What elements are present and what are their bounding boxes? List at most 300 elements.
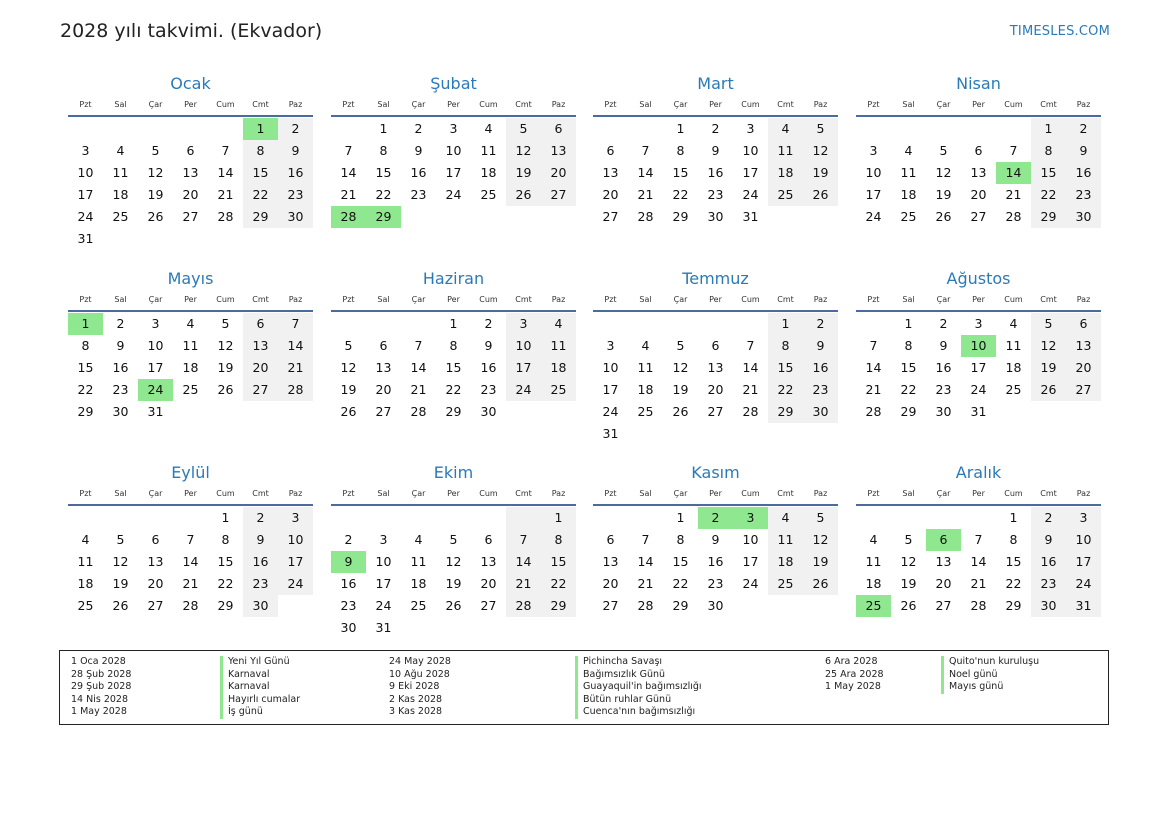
day-cell: 9 <box>939 338 948 353</box>
empty-day-cell <box>593 118 628 140</box>
empty-day-cell <box>173 507 208 529</box>
day-cell: 15 <box>672 165 689 180</box>
day-cell: 7 <box>186 532 195 547</box>
day-cell: 12 <box>935 165 952 180</box>
day-cell: 22 <box>768 379 803 401</box>
day-cell: 28 <box>278 379 313 401</box>
day-cell: 28 <box>506 595 541 617</box>
day-cell: 8 <box>541 529 576 551</box>
site-link[interactable]: TIMESLES.COM <box>1009 24 1110 39</box>
day-cell: 8 <box>768 335 803 357</box>
day-cell: 11 <box>768 140 803 162</box>
day-cell: 23 <box>340 598 357 613</box>
empty-day-cell <box>401 206 436 228</box>
day-cell: 2 <box>1031 507 1066 529</box>
holiday-day-cell: 9 <box>331 551 366 573</box>
day-cell: 14 <box>278 335 313 357</box>
day-cell: 17 <box>742 165 759 180</box>
day-cell: 13 <box>602 165 619 180</box>
day-cell: 10 <box>147 338 164 353</box>
month-name: Haziran <box>422 269 485 288</box>
day-cell: 6 <box>484 532 493 547</box>
day-cell: 5 <box>1031 313 1066 335</box>
weekday-label: Cmt <box>252 488 269 498</box>
day-cell: 19 <box>803 551 838 573</box>
day-cell: 28 <box>742 404 759 419</box>
empty-day-cell <box>401 507 436 529</box>
empty-day-cell <box>471 617 506 639</box>
empty-day-cell <box>698 313 733 335</box>
day-cell: 1 <box>1009 510 1018 525</box>
empty-day-cell <box>628 507 663 529</box>
weekday-label: Pzt <box>867 294 880 304</box>
day-cell: 23 <box>1031 573 1066 595</box>
day-cell: 16 <box>278 162 313 184</box>
day-cell: 15 <box>217 554 234 569</box>
empty-day-cell <box>996 118 1031 140</box>
weekday-label: Paz <box>551 488 566 498</box>
empty-day-cell <box>856 313 891 335</box>
day-cell: 1 <box>541 507 576 529</box>
day-cell: 12 <box>506 140 541 162</box>
weekday-label: Paz <box>551 294 566 304</box>
day-cell: 14 <box>506 551 541 573</box>
day-cell: 22 <box>541 573 576 595</box>
day-cell: 9 <box>1031 529 1066 551</box>
day-cell: 23 <box>707 576 724 591</box>
day-cell: 23 <box>935 382 952 397</box>
day-cell: 6 <box>186 143 195 158</box>
empty-day-cell <box>961 507 996 529</box>
day-cell: 24 <box>375 598 392 613</box>
day-grid <box>68 118 313 250</box>
legend-date: 24 May 2028 <box>389 656 451 667</box>
day-cell: 18 <box>637 382 654 397</box>
weekday-label: Per <box>447 294 460 304</box>
day-cell: 12 <box>445 554 462 569</box>
day-cell: 21 <box>410 382 427 397</box>
month-block <box>593 73 838 228</box>
day-cell: 6 <box>151 532 160 547</box>
empty-day-cell <box>138 507 173 529</box>
day-cell: 4 <box>641 338 650 353</box>
day-cell: 4 <box>414 532 423 547</box>
day-cell: 13 <box>935 554 952 569</box>
weekday-label: Çar <box>936 488 951 498</box>
day-cell: 21 <box>340 187 357 202</box>
day-cell: 31 <box>970 404 987 419</box>
day-cell: 1 <box>768 313 803 335</box>
legend-holiday-name: Karnaval <box>228 681 270 692</box>
weekday-label: Çar <box>148 294 163 304</box>
day-cell: 19 <box>147 187 164 202</box>
day-cell: 23 <box>243 573 278 595</box>
day-cell: 5 <box>676 338 685 353</box>
day-cell: 9 <box>278 140 313 162</box>
month-name: Mart <box>697 74 734 93</box>
day-cell: 17 <box>147 360 164 375</box>
day-cell: 18 <box>112 187 129 202</box>
day-cell: 17 <box>445 165 462 180</box>
day-cell: 24 <box>445 187 462 202</box>
day-cell: 19 <box>935 187 952 202</box>
day-cell: 20 <box>243 357 278 379</box>
day-cell: 14 <box>410 360 427 375</box>
day-cell: 19 <box>112 576 129 591</box>
empty-day-cell <box>471 507 506 529</box>
day-cell: 21 <box>637 187 654 202</box>
day-cell: 22 <box>243 184 278 206</box>
weekday-label: Paz <box>1076 99 1091 109</box>
day-grid <box>331 118 576 228</box>
day-cell: 9 <box>116 338 125 353</box>
empty-day-cell <box>926 507 961 529</box>
day-cell: 25 <box>182 382 199 397</box>
day-cell: 5 <box>904 532 913 547</box>
day-cell: 24 <box>742 576 759 591</box>
day-grid <box>68 507 313 617</box>
day-cell: 22 <box>77 382 94 397</box>
day-cell: 6 <box>606 532 615 547</box>
day-cell: 27 <box>375 404 392 419</box>
day-cell: 1 <box>676 510 685 525</box>
day-cell: 24 <box>742 187 759 202</box>
day-cell: 20 <box>1066 357 1101 379</box>
day-cell: 28 <box>637 209 654 224</box>
weekday-label: Çar <box>673 99 688 109</box>
weekday-label: Çar <box>411 99 426 109</box>
day-cell: 7 <box>506 529 541 551</box>
day-cell: 15 <box>1005 554 1022 569</box>
day-cell: 18 <box>77 576 94 591</box>
month-name: Nisan <box>956 74 1001 93</box>
weekday-label: Pzt <box>867 488 880 498</box>
day-cell: 28 <box>182 598 199 613</box>
day-cell: 10 <box>602 360 619 375</box>
weekday-label: Pzt <box>79 488 92 498</box>
day-cell: 24 <box>506 379 541 401</box>
day-cell: 21 <box>970 576 987 591</box>
day-cell: 11 <box>541 335 576 357</box>
day-cell: 17 <box>865 187 882 202</box>
month-divider <box>856 310 1101 312</box>
empty-day-cell <box>926 118 961 140</box>
empty-day-cell <box>663 423 698 445</box>
weekday-label: Per <box>972 99 985 109</box>
day-cell: 5 <box>344 338 353 353</box>
day-cell: 30 <box>707 209 724 224</box>
weekday-label: Cmt <box>515 294 532 304</box>
day-cell: 7 <box>1009 143 1018 158</box>
empty-day-cell <box>996 401 1031 423</box>
weekday-label: Per <box>447 488 460 498</box>
day-grid <box>331 313 576 423</box>
empty-day-cell <box>331 118 366 140</box>
empty-day-cell <box>698 423 733 445</box>
day-cell: 24 <box>77 209 94 224</box>
empty-day-cell <box>68 507 103 529</box>
day-cell: 10 <box>742 532 759 547</box>
weekday-label: Per <box>184 488 197 498</box>
day-cell: 30 <box>707 598 724 613</box>
legend-holiday-name: Noel günü <box>949 668 998 680</box>
weekday-label: Paz <box>1076 294 1091 304</box>
empty-day-cell <box>663 313 698 335</box>
weekday-label: Sal <box>639 294 652 304</box>
day-cell: 20 <box>182 187 199 202</box>
day-cell: 27 <box>935 598 952 613</box>
month-name: Aralık <box>955 463 1002 482</box>
day-cell: 30 <box>480 404 497 419</box>
day-cell: 9 <box>711 143 720 158</box>
month-name: Mayıs <box>167 269 214 288</box>
empty-day-cell <box>891 507 926 529</box>
day-cell: 28 <box>1005 209 1022 224</box>
weekday-label: Pzt <box>604 294 617 304</box>
day-cell: 27 <box>147 598 164 613</box>
weekday-label: Sal <box>114 99 127 109</box>
day-cell: 31 <box>77 231 94 246</box>
day-cell: 28 <box>410 404 427 419</box>
weekday-label: Sal <box>902 488 915 498</box>
legend-holiday-name: Pichincha Savaşı <box>583 656 663 667</box>
day-cell: 7 <box>344 143 353 158</box>
day-cell: 25 <box>900 209 917 224</box>
day-cell: 7 <box>641 143 650 158</box>
day-cell: 5 <box>116 532 125 547</box>
day-cell: 1 <box>676 121 685 136</box>
day-cell: 1 <box>904 316 913 331</box>
weekday-label: Pzt <box>604 488 617 498</box>
day-cell: 13 <box>541 140 576 162</box>
day-cell: 15 <box>900 360 917 375</box>
day-cell: 4 <box>869 532 878 547</box>
day-cell: 13 <box>602 554 619 569</box>
day-cell: 2 <box>939 316 948 331</box>
empty-day-cell <box>436 206 471 228</box>
empty-day-cell <box>628 313 663 335</box>
day-cell: 23 <box>410 187 427 202</box>
day-cell: 8 <box>676 532 685 547</box>
day-cell: 27 <box>541 184 576 206</box>
empty-day-cell <box>768 423 803 445</box>
day-cell: 22 <box>900 382 917 397</box>
weekday-label: Cum <box>216 99 235 109</box>
weekday-label: Sal <box>377 99 390 109</box>
day-cell: 24 <box>1066 573 1101 595</box>
empty-day-cell <box>856 507 891 529</box>
day-cell: 19 <box>445 576 462 591</box>
day-cell: 7 <box>278 313 313 335</box>
day-cell: 16 <box>935 360 952 375</box>
day-cell: 10 <box>445 143 462 158</box>
weekday-header <box>331 95 576 113</box>
day-cell: 13 <box>375 360 392 375</box>
day-cell: 25 <box>541 379 576 401</box>
day-cell: 30 <box>935 404 952 419</box>
weekday-label: Cmt <box>777 99 794 109</box>
day-cell: 3 <box>974 316 983 331</box>
month-divider <box>331 310 576 312</box>
empty-day-cell <box>733 423 768 445</box>
month-block <box>856 462 1101 617</box>
day-cell: 17 <box>375 576 392 591</box>
month-divider <box>593 115 838 117</box>
empty-day-cell <box>628 423 663 445</box>
day-cell: 18 <box>182 360 199 375</box>
legend-dates-col-3 <box>825 656 884 694</box>
day-cell: 6 <box>974 143 983 158</box>
day-cell: 25 <box>77 598 94 613</box>
day-cell: 10 <box>742 143 759 158</box>
day-cell: 18 <box>541 357 576 379</box>
day-grid <box>856 507 1101 617</box>
month-name: Ekim <box>433 463 474 482</box>
day-cell: 21 <box>217 187 234 202</box>
empty-day-cell <box>138 118 173 140</box>
day-cell: 30 <box>112 404 129 419</box>
day-cell: 17 <box>506 357 541 379</box>
weekday-header <box>593 95 838 113</box>
weekday-label: Sal <box>639 488 652 498</box>
day-cell: 6 <box>379 338 388 353</box>
empty-day-cell <box>68 118 103 140</box>
day-cell: 29 <box>1005 598 1022 613</box>
weekday-label: Sal <box>639 99 652 109</box>
weekday-label: Cmt <box>777 294 794 304</box>
weekday-label: Per <box>709 99 722 109</box>
weekday-label: Sal <box>114 488 127 498</box>
legend-holiday-name: Guayaquil'in bağımsızlığı <box>583 681 702 692</box>
weekday-label: Cmt <box>515 99 532 109</box>
day-cell: 8 <box>449 338 458 353</box>
day-cell: 9 <box>1066 140 1101 162</box>
holiday-day-cell: 1 <box>243 118 278 140</box>
day-cell: 19 <box>672 382 689 397</box>
day-grid <box>593 507 838 617</box>
legend-holiday-name: Cuenca'nın bağımsızlığı <box>583 706 696 717</box>
day-cell: 10 <box>1066 529 1101 551</box>
day-cell: 26 <box>1031 379 1066 401</box>
day-cell: 26 <box>803 184 838 206</box>
holiday-day-cell: 28 <box>331 206 366 228</box>
day-cell: 13 <box>182 165 199 180</box>
day-cell: 16 <box>803 357 838 379</box>
day-cell: 14 <box>865 360 882 375</box>
day-cell: 29 <box>1031 206 1066 228</box>
day-cell: 8 <box>221 532 230 547</box>
weekday-header <box>593 484 838 502</box>
weekday-label: Paz <box>288 294 303 304</box>
day-cell: 9 <box>803 335 838 357</box>
day-cell: 12 <box>803 529 838 551</box>
day-cell: 25 <box>637 404 654 419</box>
day-cell: 2 <box>484 316 493 331</box>
weekday-label: Cmt <box>777 488 794 498</box>
day-cell: 12 <box>803 140 838 162</box>
day-cell: 10 <box>506 335 541 357</box>
day-cell: 4 <box>186 316 195 331</box>
weekday-label: Cmt <box>252 294 269 304</box>
day-cell: 7 <box>641 532 650 547</box>
weekday-label: Sal <box>114 294 127 304</box>
day-cell: 7 <box>414 338 423 353</box>
holiday-day-cell: 6 <box>926 529 961 551</box>
day-cell: 15 <box>77 360 94 375</box>
day-cell: 4 <box>904 143 913 158</box>
legend-names-col-2 <box>575 656 702 719</box>
weekday-label: Per <box>184 99 197 109</box>
empty-day-cell <box>366 507 401 529</box>
empty-day-cell <box>628 118 663 140</box>
day-cell: 6 <box>711 338 720 353</box>
day-cell: 5 <box>151 143 160 158</box>
empty-day-cell <box>506 507 541 529</box>
day-cell: 30 <box>1066 206 1101 228</box>
legend-names-col-3 <box>941 656 1039 694</box>
day-cell: 19 <box>340 382 357 397</box>
month-name: Şubat <box>430 74 477 93</box>
empty-day-cell <box>401 617 436 639</box>
weekday-label: Pzt <box>342 99 355 109</box>
legend-date: 28 Şub 2028 <box>71 668 132 680</box>
legend-names-col-1 <box>220 656 300 719</box>
day-cell: 12 <box>217 338 234 353</box>
day-cell: 15 <box>1031 162 1066 184</box>
empty-day-cell <box>803 423 838 445</box>
day-cell: 21 <box>278 357 313 379</box>
weekday-label: Per <box>184 294 197 304</box>
weekday-label: Cum <box>741 99 760 109</box>
day-cell: 12 <box>672 360 689 375</box>
weekday-label: Sal <box>902 294 915 304</box>
month-block <box>856 73 1101 228</box>
weekday-label: Paz <box>813 488 828 498</box>
day-cell: 4 <box>768 118 803 140</box>
day-cell: 27 <box>243 379 278 401</box>
day-cell: 18 <box>410 576 427 591</box>
day-cell: 18 <box>900 187 917 202</box>
day-cell: 3 <box>449 121 458 136</box>
month-block <box>331 268 576 423</box>
day-cell: 26 <box>900 598 917 613</box>
day-cell: 9 <box>711 532 720 547</box>
day-cell: 26 <box>506 184 541 206</box>
day-cell: 14 <box>742 360 759 375</box>
day-cell: 12 <box>1031 335 1066 357</box>
day-cell: 10 <box>375 554 392 569</box>
weekday-label: Cum <box>1004 99 1023 109</box>
day-cell: 20 <box>602 187 619 202</box>
day-cell: 3 <box>506 313 541 335</box>
day-cell: 9 <box>484 338 493 353</box>
day-cell: 2 <box>278 118 313 140</box>
empty-day-cell <box>436 507 471 529</box>
day-cell: 23 <box>803 379 838 401</box>
day-cell: 19 <box>217 360 234 375</box>
day-cell: 20 <box>375 382 392 397</box>
day-cell: 2 <box>414 121 423 136</box>
legend-holiday-name: Bağımsızlık Günü <box>583 668 666 680</box>
day-cell: 2 <box>803 313 838 335</box>
month-divider <box>68 115 313 117</box>
day-cell: 2 <box>116 316 125 331</box>
empty-day-cell <box>733 313 768 335</box>
day-cell: 27 <box>602 598 619 613</box>
day-cell: 27 <box>970 209 987 224</box>
weekday-label: Cum <box>1004 488 1023 498</box>
day-cell: 8 <box>676 143 685 158</box>
